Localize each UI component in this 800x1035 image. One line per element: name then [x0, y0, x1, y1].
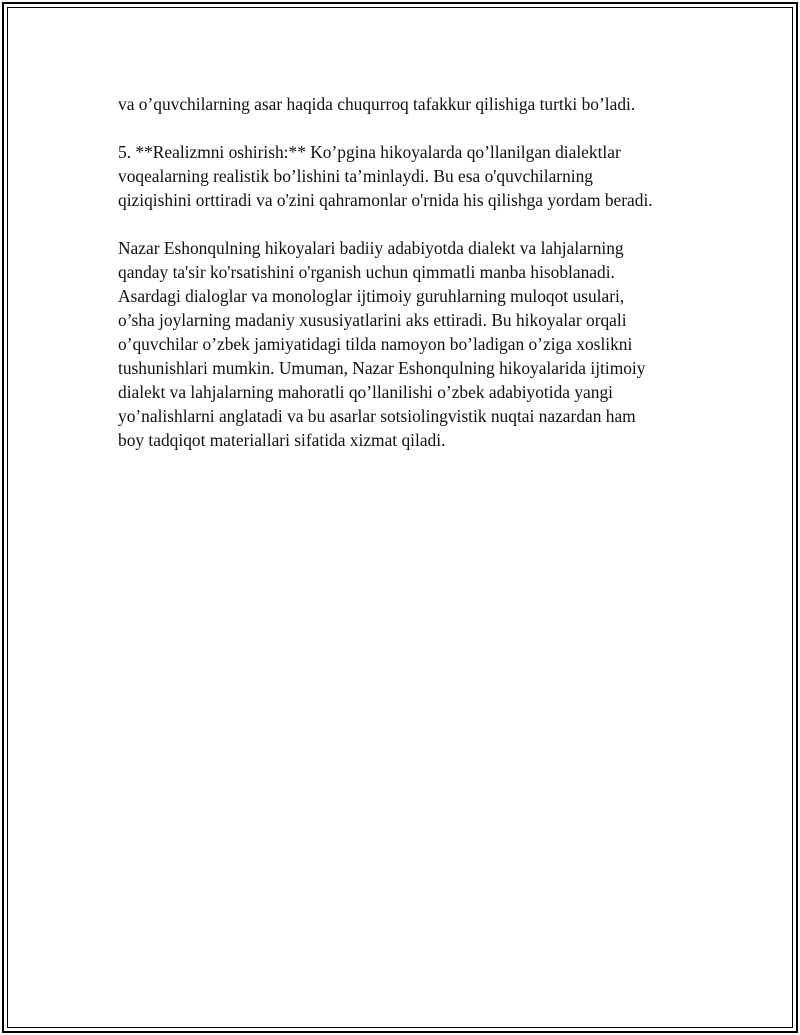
paragraph-line: 5. **Realizmni oshirish:** Ko’pgina hikoyalarda qo’llanilgan dialektlar — [118, 142, 621, 162]
paragraph-line: va o’quvchilarning asar haqida chuqurroq tafakkur qilishiga turtki bo’ladi. — [118, 94, 636, 114]
paragraph-line: Nazar Eshonqulning hikoyalari badiiy adabiyotda dialekt va lahjalarning — [118, 238, 624, 258]
paragraph-line: Asardagi dialoglar va monologlar ijtimoiy guruhlarning muloqot usulari, — [118, 286, 625, 306]
paragraph-line: o’sha joylarning madaniy xususiyatlarini aks ettiradi. Bu hikoyalar orqali — [118, 310, 627, 330]
paragraph-line: yo’nalishlarni anglatadi va bu asarlar sotsiolingvistik nuqtai nazardan ham — [118, 406, 636, 426]
paragraph-2 — [118, 140, 698, 212]
paragraph-line: tushunishlari mumkin. Umuman, Nazar Eshonqulning hikoyalarida ijtimoiy — [118, 358, 646, 378]
paragraph-line: voqealarning realistik bo’lishini ta’minlaydi. Bu esa o'quvchilarning — [118, 166, 593, 186]
paragraph-3 — [118, 236, 698, 452]
paragraph-1 — [118, 92, 698, 116]
paragraph-line: dialekt va lahjalarning mahoratli qo’llanilishi o’zbek adabiyotida yangi — [118, 382, 613, 402]
document-body — [118, 92, 698, 476]
paragraph-line: boy tadqiqot materiallari sifatida xizmat qiladi. — [118, 430, 446, 450]
paragraph-line: qanday ta'sir ko'rsatishini o'rganish uchun qimmatli manba hisoblanadi. — [118, 262, 615, 282]
paragraph-line: o’quvchilar o’zbek jamiyatidagi tilda namoyon bo’ladigan o’ziga xoslikni — [118, 334, 633, 354]
paragraph-line: qiziqishini orttiradi va o'zini qahramonlar o'rnida his qilishga yordam beradi. — [118, 190, 653, 210]
